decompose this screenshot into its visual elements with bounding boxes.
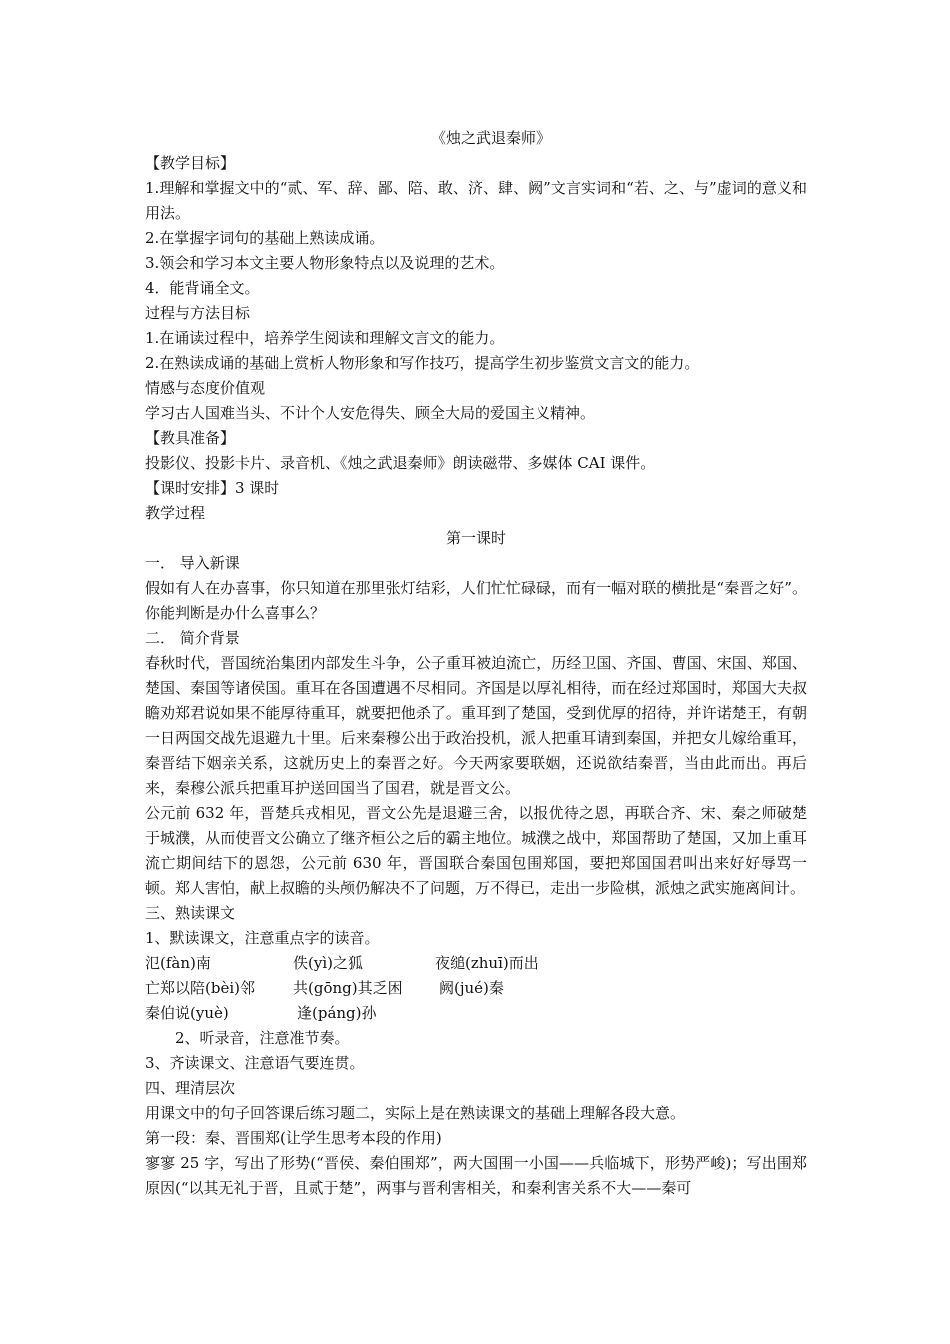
pronunciation-row-2 [145,976,807,1001]
section-1-body: 假如有人在办喜事，你只知道在那里张灯结彩，人们忙忙碌碌，而有一幅对联的横批是“秦晋之好”。你能判断是办什么喜事么？ [145,579,807,622]
section-4-body: 用课文中的句子回答课后练习题二，实际上是在熟读课文的基础上理解各段大意。 [145,1104,686,1122]
pronunciation-item: 阙(jué)秦 [439,979,504,997]
teaching-process-header: 教学过程 [145,504,206,522]
paragraph-1-header: 第一段：秦、晋围郑(让学生思考本段的作用) [145,1129,442,1147]
section-3-step-1: 1、默读课文，注意重点字的读音。 [145,929,380,947]
section-header-tools: 【教具准备】 [145,429,236,447]
goal-2: 2.在掌握字词句的基础上熟读成诵。 [145,229,385,247]
section-3-step-3: 3、齐读课文、注意语气要连贯。 [145,1054,365,1072]
tools-list: 投影仪、投影卡片、录音机、《烛之武退秦师》朗读磁带、多媒体 CAI 课件。 [145,454,656,472]
pronunciation-item: 亡郑以陪(bèi)邻 [145,979,255,997]
section-2-body-paragraph-1: 春秋时代，晋国统治集团内部发生斗争，公子重耳被迫流亡，历经卫国、齐国、曹国、宋国、郑国、楚国、秦国等诸侯国。重耳在各国遭遇不尽相同。齐国是以厚礼相待，而在经过郑国时，郑国大夫叔瞻劝郑君说如果不能厚待重耳，就要把他杀了。重耳到了楚国，受到优厚的招待，并许诺楚王，有朝一日两国交战先退避九十里。后来秦穆公出于政治投机，派人把重耳请到秦国，并把女儿嫁给重耳，秦晋结下姻亲关系，这就历史上的秦晋之好。今天两家要联姻，还说欲结秦晋，当由此而出。再后来，秦穆公派兵把重耳护送回国当了国君，就是晋文公。 [145,654,807,797]
process-goals-header: 过程与方法目标 [145,304,251,322]
section-4-header: 四、理清层次 [145,1079,236,1097]
pronunciation-item: 夜缒(zhuī)而出 [435,954,539,972]
pronunciation-item: 秦伯说(yuè) [145,1004,229,1022]
goal-1: 1.理解和掌握文中的“贰、军、辞、鄙、陪、敢、济、肆、阙”文言实词和“若、之、与”虚词的意义和用法。 [145,179,807,222]
paragraph-1-body: 寥寥 25 字，写出了形势(“晋侯、秦伯围郑”，两大国围一小国——兵临城下，形势严峻)；写出围郑原因(“以其无礼于晋，且贰于楚”，两事与晋利害相关，和秦利害关系不大——秦可 [145,1154,807,1197]
emotion-goal-1: 学习古人国难当头、不计个人安危得失、顾全大局的爱国主义精神。 [145,404,596,422]
pronunciation-item: 氾(fàn)南 [145,954,211,972]
pronunciation-item: 逢(páng)孙 [297,1004,377,1022]
section-2-body-paragraph-2: 公元前 632 年，晋楚兵戎相见，晋文公先是退避三舍，以报优待之恩，再联合齐、宋、秦之师破楚于城濮，从而使晋文公确立了继齐桓公之后的霸主地位。城濮之战中，郑国帮助了楚国，又加上重耳流亡期间结下的恩怨，公元前 630 年，晋国联合秦国包围郑国，要把郑国国君叫出来好好辱骂一顿。郑人害怕，献上叔瞻的头颅仍解决不了问题，万不得已，走出一步险棋，派烛之武实施离间计。 [145,804,807,897]
pronunciation-item: 佚(yì)之狐 [293,954,363,972]
section-header-teaching-goals: 【教学目标】 [145,154,236,172]
section-2-header: 二． 简介背景 [145,629,240,647]
process-goal-1: 1.在诵读过程中，培养学生阅读和理解文言文的能力。 [145,329,505,347]
document-title: 《烛之武退秦师》 [430,129,551,147]
schedule-line: 【课时安排】3 课时 [145,479,280,497]
pronunciation-item: 共(gōng)其乏困 [293,979,403,997]
section-1-header: 一． 导入新课 [145,554,240,572]
document-page [145,126,807,1201]
emotion-goals-header: 情感与态度价值观 [145,379,266,397]
goal-3: 3.领会和学习本文主要人物形象特点以及说理的艺术。 [145,254,505,272]
section-3-header: 三、熟读课文 [145,904,236,922]
lesson-1-title: 第一课时 [445,529,506,547]
section-3-step-2: 2、听录音，注意准节奏。 [175,1029,350,1047]
process-goal-2: 2.在熟读成诵的基础上赏析人物形象和写作技巧，提高学生初步鉴赏文言文的能力。 [145,354,700,372]
pronunciation-row-3 [145,1001,807,1026]
pronunciation-row-1 [145,951,807,976]
goal-4: 4．能背诵全文。 [145,279,260,297]
